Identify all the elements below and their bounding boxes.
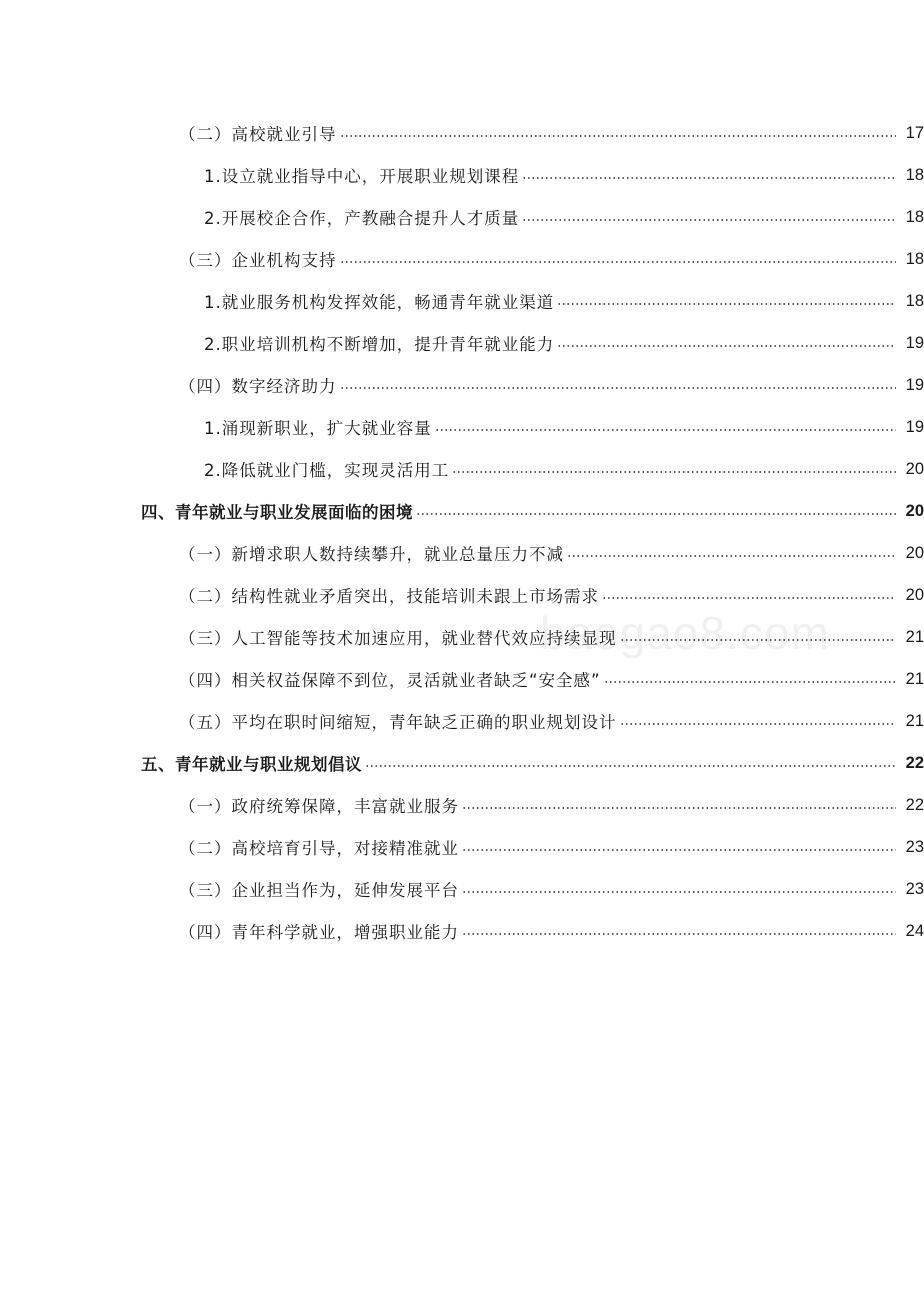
toc-entry-page: 20: [905, 585, 924, 604]
toc-entry-title: 1.涌现新职业，扩大就业容量: [204, 419, 432, 438]
toc-entry-page: 19: [905, 333, 924, 352]
toc-entry-page: 20: [905, 543, 924, 562]
dot-leader: [462, 807, 896, 809]
toc-entry[interactable]: [0, 112, 924, 154]
toc-entry[interactable]: [0, 868, 924, 910]
toc-entry-title: 1.设立就业指导中心，开展职业规划课程: [204, 167, 520, 186]
toc-entry-page: 18: [905, 207, 924, 226]
toc-entry-page: 18: [905, 291, 924, 310]
toc-entry-title: （四）数字经济助力: [179, 377, 337, 396]
toc-entry-title: （二）高校培育引导，对接精准就业: [179, 839, 459, 858]
toc-entry-page: 23: [905, 837, 924, 856]
toc-entry[interactable]: [0, 658, 924, 700]
dot-leader: [340, 261, 897, 263]
toc-entry-page: 21: [905, 669, 924, 688]
toc-entry[interactable]: [0, 196, 924, 238]
toc-entry-title: 2.职业培训机构不断增加，提升青年就业能力: [204, 335, 555, 354]
toc-entry-title: （五）平均在职时间缩短，青年缺乏正确的职业规划设计: [179, 713, 617, 732]
toc-entry[interactable]: [0, 406, 924, 448]
dot-leader: [557, 345, 896, 347]
toc-entry-title: （三）人工智能等技术加速应用，就业替代效应持续显现: [179, 629, 617, 648]
table-of-contents: [0, 112, 924, 952]
toc-entry[interactable]: [0, 154, 924, 196]
toc-entry[interactable]: [0, 616, 924, 658]
dot-leader: [522, 177, 896, 179]
toc-entry[interactable]: [0, 238, 924, 280]
toc-entry[interactable]: [0, 910, 924, 952]
toc-entry-title: （一）新增求职人数持续攀升，就业总量压力不减: [179, 545, 564, 564]
toc-chapter-entry[interactable]: [0, 490, 924, 532]
toc-entry-page: 24: [905, 921, 924, 940]
toc-entry-page: 20: [905, 459, 924, 478]
toc-chapter-entry[interactable]: [0, 742, 924, 784]
watermark: baogao8.com: [540, 607, 830, 659]
toc-entry[interactable]: [0, 784, 924, 826]
toc-entry[interactable]: [0, 280, 924, 322]
toc-entry-page: 18: [905, 249, 924, 268]
toc-entry-page: 18: [905, 165, 924, 184]
dot-leader: [620, 639, 897, 641]
dot-leader: [604, 681, 896, 683]
toc-entry-title: 2.开展校企合作，产教融合提升人才质量: [204, 209, 520, 228]
toc-entry-title: （二）高校就业引导: [179, 125, 337, 144]
dot-leader: [567, 555, 896, 557]
dot-leader: [462, 849, 896, 851]
toc-entry-title: （四）青年科学就业，增强职业能力: [179, 923, 459, 942]
toc-entry[interactable]: [0, 700, 924, 742]
dot-leader: [452, 471, 896, 473]
toc-entry-page: 20: [905, 501, 924, 520]
toc-entry-page: 23: [905, 879, 924, 898]
toc-entry-page: 21: [905, 711, 924, 730]
dot-leader: [462, 933, 896, 935]
dot-leader: [602, 597, 896, 599]
toc-entry[interactable]: [0, 364, 924, 406]
toc-entry-title: 四、青年就业与职业发展面临的困境: [141, 503, 413, 522]
dot-leader: [416, 513, 896, 515]
toc-entry-title: 1.就业服务机构发挥效能，畅通青年就业渠道: [204, 293, 555, 312]
toc-entry-title: （一）政府统筹保障，丰富就业服务: [179, 797, 459, 816]
toc-entry[interactable]: [0, 448, 924, 490]
toc-entry[interactable]: [0, 574, 924, 616]
toc-entry-page: 22: [905, 795, 924, 814]
dot-leader: [462, 891, 896, 893]
toc-entry-title: 五、青年就业与职业规划倡议: [141, 755, 362, 774]
toc-entry-page: 19: [905, 417, 924, 436]
toc-entry-title: 2.降低就业门槛，实现灵活用工: [204, 461, 450, 480]
toc-entry-title: （二）结构性就业矛盾突出，技能培训未跟上市场需求: [179, 587, 599, 606]
dot-leader: [557, 303, 896, 305]
toc-entry[interactable]: [0, 322, 924, 364]
dot-leader: [620, 723, 897, 725]
toc-entry-page: 17: [905, 123, 924, 142]
dot-leader: [340, 387, 897, 389]
toc-entry-page: 19: [905, 375, 924, 394]
dot-leader: [365, 765, 896, 767]
toc-entry-title: （三）企业机构支持: [179, 251, 337, 270]
dot-leader: [435, 429, 896, 431]
toc-entry-title: （四）相关权益保障不到位，灵活就业者缺乏“安全感”: [179, 671, 601, 690]
toc-entry-page: 21: [905, 627, 924, 646]
toc-entry[interactable]: [0, 532, 924, 574]
toc-entry-title: （三）企业担当作为，延伸发展平台: [179, 881, 459, 900]
toc-entry-page: 22: [905, 753, 924, 772]
dot-leader: [340, 135, 897, 137]
dot-leader: [522, 219, 896, 221]
toc-entry[interactable]: [0, 826, 924, 868]
